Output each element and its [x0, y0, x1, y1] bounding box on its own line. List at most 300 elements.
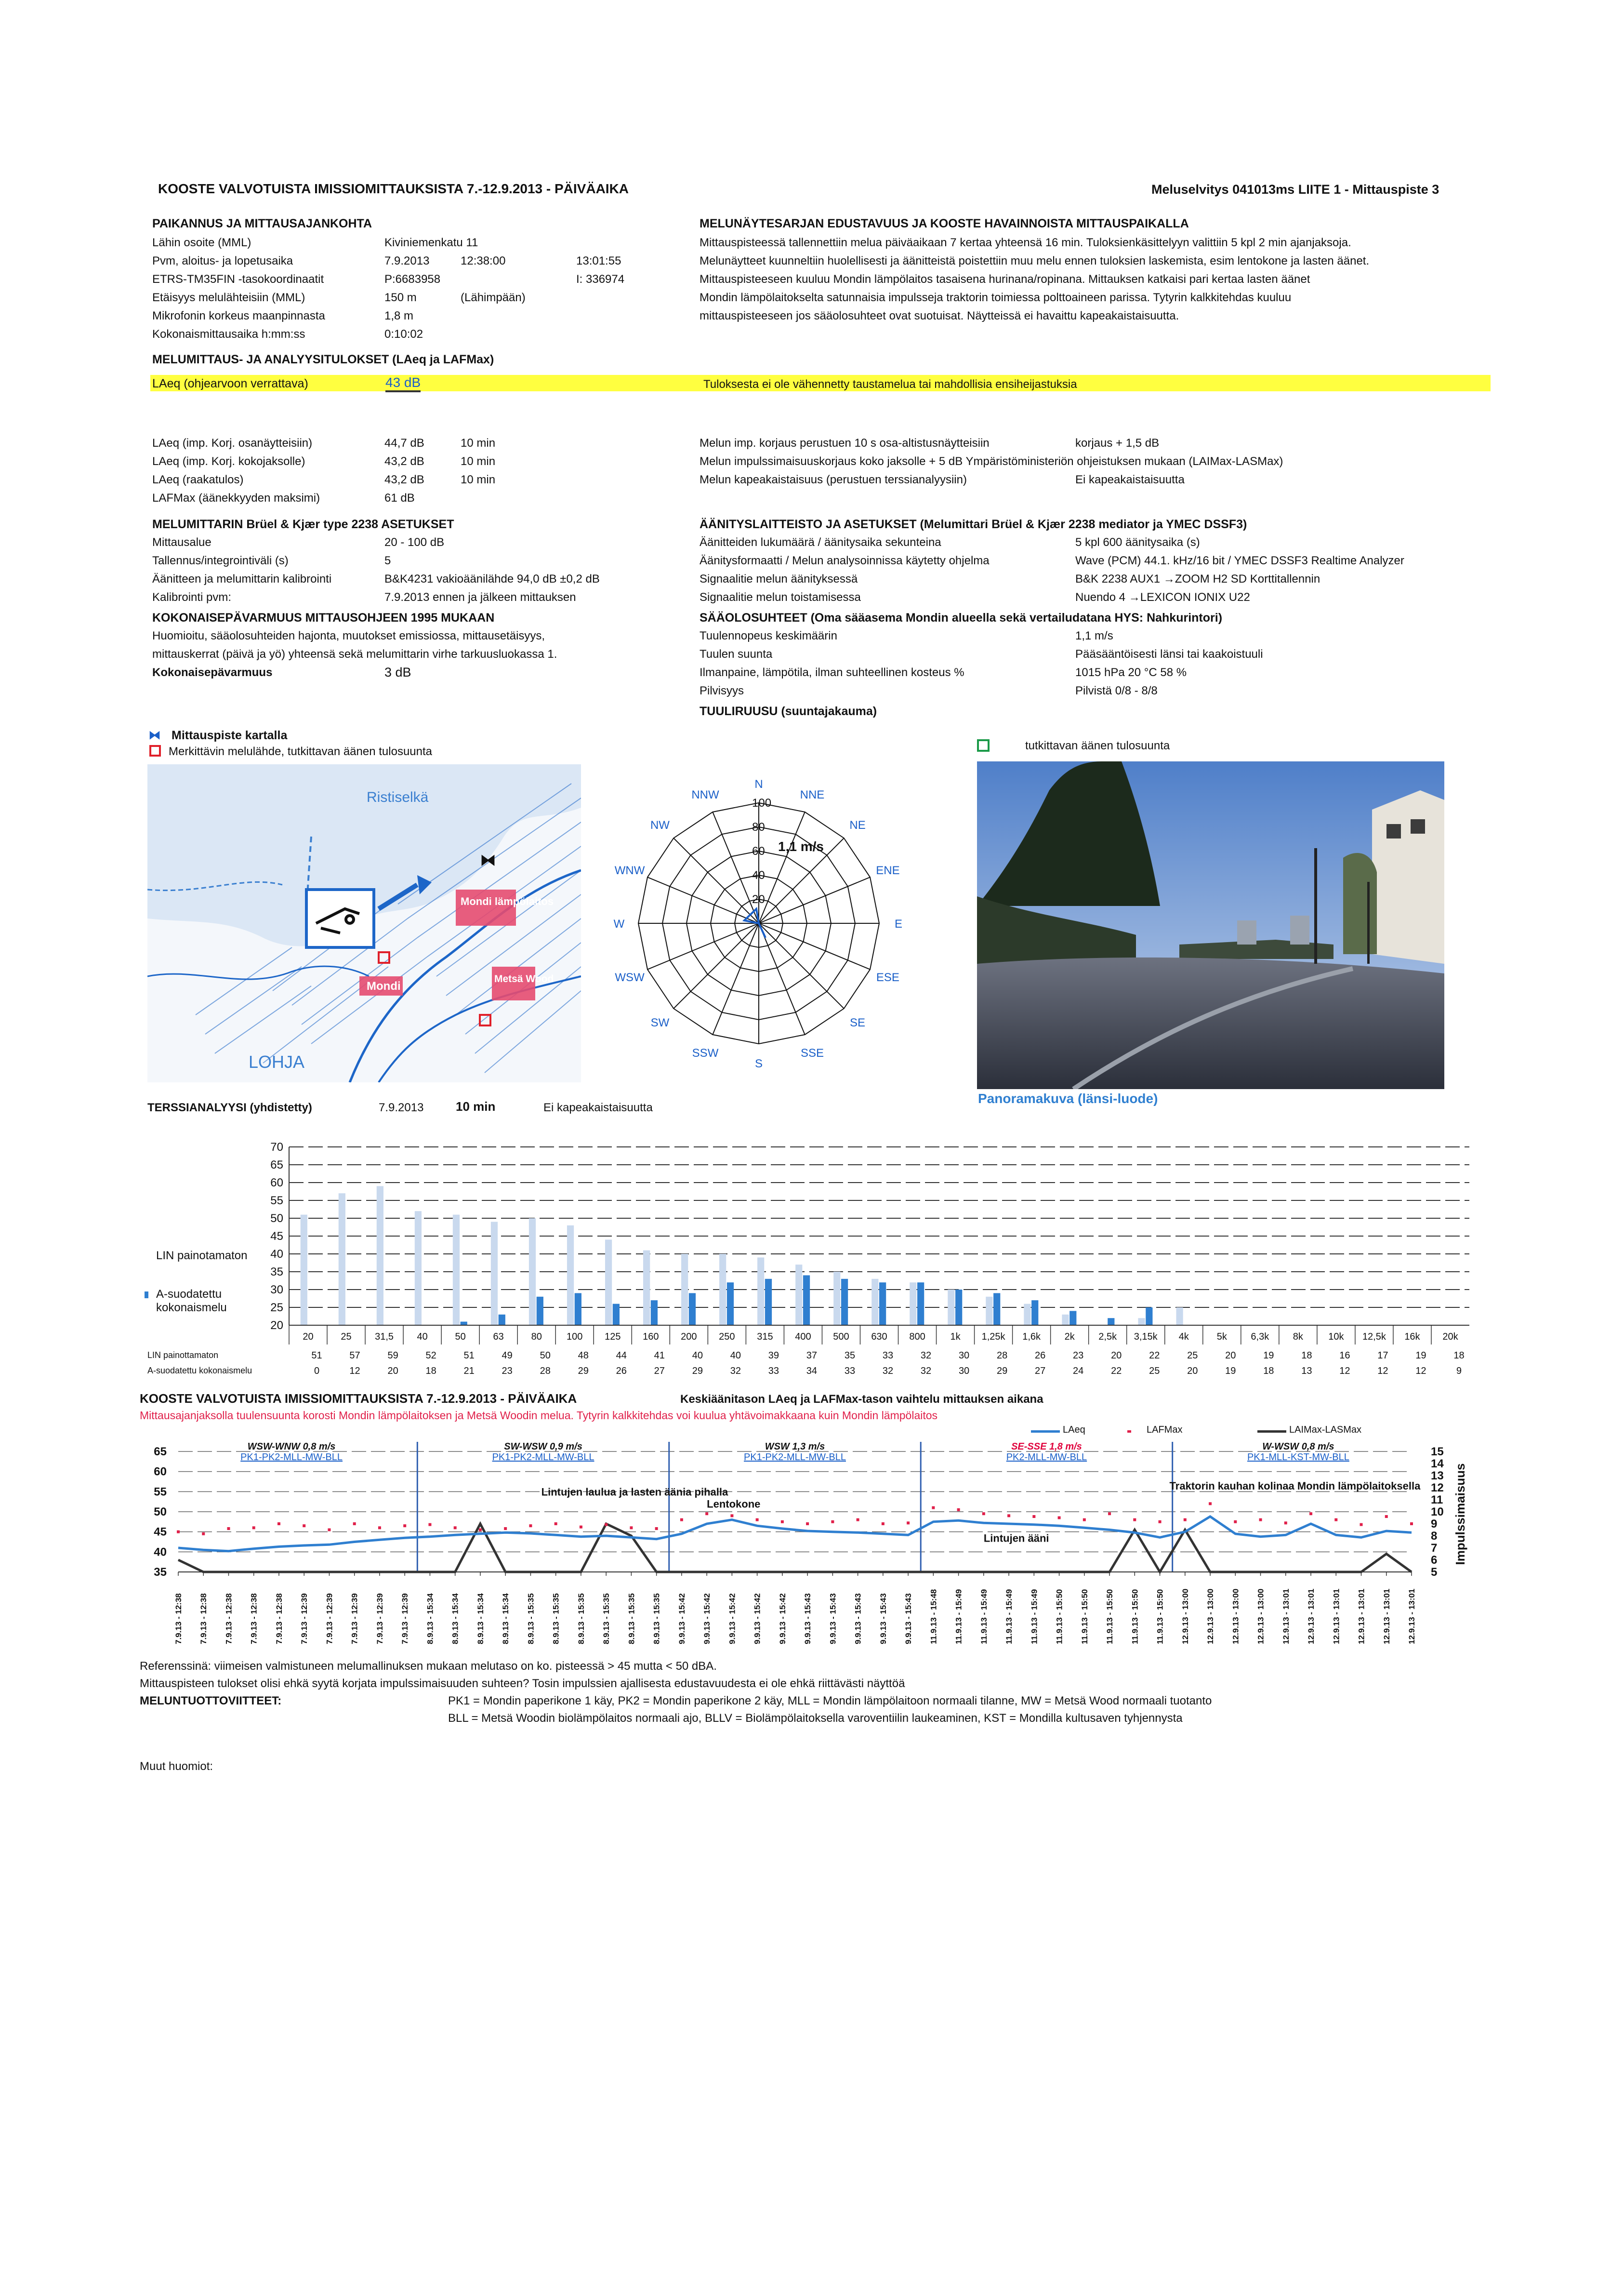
rose-dir-label: N	[754, 778, 763, 791]
a-value-cell: 12	[1377, 1366, 1388, 1376]
measurement-label: LAeq (imp. Korj. kokojaksolle)	[152, 455, 305, 468]
a-value-cell: 12	[1415, 1366, 1426, 1376]
meter-v1: 20 - 100 dB	[384, 536, 445, 549]
a-value-cell: 33	[768, 1366, 779, 1376]
lin-value-cell: 22	[1149, 1350, 1160, 1361]
terssi-bar-lin	[757, 1257, 764, 1325]
time-x-label: 8.9.13 - 15:35	[526, 1593, 536, 1644]
time-y2tick: 7	[1431, 1542, 1438, 1555]
a-value-cell: 33	[844, 1366, 856, 1376]
weather-row	[700, 684, 1490, 703]
lafmax-point	[479, 1529, 482, 1531]
terssi-bar-lin	[643, 1251, 650, 1325]
rose-spoke	[673, 838, 759, 923]
lin-value-cell: 19	[1263, 1350, 1274, 1361]
lafmax-point	[1159, 1520, 1162, 1523]
rose-ring-label: 20	[752, 893, 765, 906]
bowtie-icon: ⧓	[148, 728, 161, 742]
terssi-bar-lin	[1062, 1315, 1069, 1325]
placement-v1: Kiviniemenkatu 11	[384, 236, 478, 249]
segment-sources: PK1-PK2-MLL-MW-BLL	[492, 1452, 594, 1463]
placement-v1: P:6683958	[384, 273, 441, 286]
annotation-lintujen-aani: Lintujen ääni	[983, 1532, 1049, 1544]
measurement-v2: 10 min	[461, 455, 496, 468]
map-label-ristiselka: Ristiselkä	[367, 789, 429, 805]
a-value-cell: 32	[730, 1366, 741, 1376]
measurement-v2: 10 min	[461, 437, 496, 450]
time-ytick: 60	[154, 1465, 167, 1478]
map-header	[147, 726, 581, 764]
measurement-label: LAeq (raakatulos)	[152, 473, 244, 486]
lafmax-point	[932, 1506, 935, 1509]
placement-label: Lähin osoite (MML)	[152, 236, 251, 249]
placement-row	[152, 291, 697, 309]
meter-row	[152, 536, 697, 554]
terssi-bar-lin	[681, 1254, 688, 1325]
terssi-category-label: 4k	[1178, 1331, 1189, 1342]
lin-value-cell: 35	[844, 1350, 856, 1361]
a-value-cell: 30	[958, 1366, 970, 1376]
recording-row	[700, 591, 1490, 609]
placement-row	[152, 328, 697, 346]
time-x-label: 9.9.13 - 15:42	[778, 1593, 787, 1644]
impulse-row	[700, 455, 1490, 473]
measurement-section	[152, 437, 697, 706]
time-ytick: 65	[154, 1445, 167, 1458]
segment-sources: PK1-MLL-KST-MW-BLL	[1247, 1452, 1349, 1463]
recording-v1: B&K 2238 AUX1 →ZOOM H2 SD Korttitallennin	[1075, 572, 1320, 586]
lafmax-point	[202, 1532, 205, 1535]
time-x-label: 12.9.13 - 13:01	[1281, 1588, 1291, 1644]
a-value-cell: 27	[1035, 1366, 1046, 1376]
legend-a-swatch	[145, 1291, 148, 1298]
rose-spoke	[673, 923, 759, 1009]
rose-dir-label: NW	[650, 818, 670, 832]
time-x-label: 11.9.13 - 15:49	[954, 1589, 964, 1644]
repr-line-5: mittauspisteeseen jos sääolosuhteet ovat suotuisat. Näytteissä ei havaittu kapeakaistaisuutta.	[700, 309, 1179, 322]
lin-value-cell: 25	[1187, 1350, 1198, 1361]
rose-dir-label: SE	[850, 1016, 866, 1030]
measurement-label: LAeq (imp. Korj. osanäytteisiin)	[152, 437, 313, 450]
terssi-category-label: 63	[493, 1331, 504, 1342]
time-x-label: 11.9.13 - 15:49	[979, 1589, 989, 1644]
a-value-cell: 9	[1456, 1366, 1462, 1376]
terssi-category-label: 10k	[1328, 1331, 1344, 1342]
terssi-ytick: 50	[270, 1212, 283, 1225]
rose-ring-label: 60	[752, 845, 765, 858]
terssi-category-label: 800	[909, 1331, 925, 1342]
time-x-label: 12.9.13 - 13:00	[1231, 1588, 1241, 1644]
rose-dir-label: S	[754, 1057, 763, 1070]
time-x-label: 7.9.13 - 12:39	[375, 1593, 384, 1644]
question-line: Mittauspisteen tulokset olisi ehkä syytä korjata impulssimaisuuden suhteen? Tosin impulssien ajallisesta edustavuudesta ei ole ehkä riittävästi näyttöä	[140, 1677, 905, 1690]
lin-value-cell: 19	[1415, 1350, 1426, 1361]
measurement-v1: 44,7 dB	[384, 437, 424, 450]
placement-row	[152, 309, 697, 328]
rose-dir-label: W	[613, 918, 625, 931]
rose-dir-label: NNE	[800, 788, 825, 802]
time-y2tick: 11	[1431, 1493, 1443, 1506]
a-value-cell: 29	[692, 1366, 703, 1376]
document-reference: Meluselvitys 041013ms LIITE 1 - Mittauspiste 3	[1151, 182, 1439, 197]
meter-v1: 7.9.2013 ennen ja jälkeen mittauksen	[384, 591, 576, 604]
page-title: KOOSTE VALVOTUISTA IMISSIOMITTAUKSISTA 7.-12.9.2013 - PÄIVÄAIKA	[158, 181, 629, 196]
terssi-bar-lin	[1176, 1307, 1183, 1325]
weather-row	[700, 666, 1490, 684]
time-x-label: 7.9.13 - 12:38	[224, 1593, 234, 1644]
terssi-value-table	[298, 1347, 1483, 1381]
meter-label: Tallennus/integrointiväli (s)	[152, 554, 289, 567]
lin-value-cell: 48	[578, 1350, 589, 1361]
lin-value-cell: 20	[1225, 1350, 1236, 1361]
weather-v1: Pääsääntöisesti länsi tai kaakoistuuli	[1075, 648, 1263, 661]
time-x-label: 8.9.13 - 15:34	[475, 1593, 485, 1644]
terssi-bar-a	[993, 1293, 1000, 1325]
terssi-bar-lin	[415, 1211, 422, 1325]
producers-label: MELUNTUOTTOVIITTEET:	[140, 1694, 282, 1707]
placement-v3: I: 336974	[576, 273, 625, 286]
time-x-label: 12.9.13 - 13:01	[1382, 1588, 1391, 1644]
map-legend: Merkittävin melulähde, tutkittavan äänen tulosuunta	[169, 745, 432, 758]
a-value-cell: 32	[882, 1366, 894, 1376]
weather-v1: 1015 hPa 20 °C 58 %	[1075, 666, 1187, 679]
rose-dir-label: NNW	[691, 788, 719, 802]
lafmax-point	[730, 1514, 733, 1517]
lafmax-point	[1108, 1512, 1111, 1515]
lafmax-point	[630, 1526, 633, 1529]
direction-marker-icon	[977, 739, 990, 752]
terssi-bar-lin	[986, 1297, 992, 1325]
time-x-label: 7.9.13 - 12:38	[174, 1593, 183, 1644]
lafmax-point	[504, 1527, 507, 1530]
terssi-bar-a	[803, 1275, 810, 1325]
time-x-label: 8.9.13 - 15:35	[551, 1593, 561, 1644]
placement-row	[152, 273, 697, 291]
uncertainty-line-2: mittauskerrat (päivä ja yö) yhteensä sekä melumittarin virhe tarkuusluokassa 1.	[152, 648, 557, 661]
legend-laeq: LAeq	[1063, 1424, 1085, 1435]
a-value-cell: 0	[314, 1366, 320, 1376]
wind-rose	[600, 759, 918, 1087]
a-value-cell: 19	[1225, 1366, 1236, 1376]
annotation-traktori: Traktorin kauhan kolinaa Mondin lämpölaitoksella	[1169, 1480, 1421, 1492]
legend-lai: LAIMax-LASMax	[1289, 1424, 1362, 1435]
time-ytick: 50	[154, 1505, 167, 1518]
lafmax-point	[403, 1524, 406, 1527]
time-x-label: 7.9.13 - 12:38	[274, 1593, 284, 1644]
lafmax-point	[303, 1524, 305, 1527]
time-x-label: 12.9.13 - 13:01	[1407, 1588, 1416, 1644]
time-x-label: 8.9.13 - 15:35	[627, 1593, 636, 1644]
photo-caption: Panoramakuva (länsi-luode)	[978, 1091, 1158, 1106]
recording-row	[700, 536, 1490, 554]
lafmax-point	[1209, 1502, 1212, 1505]
lin-value-cell: 18	[1301, 1350, 1312, 1361]
time-ytick: 55	[154, 1485, 167, 1499]
time-x-label: 11.9.13 - 15:50	[1155, 1589, 1165, 1644]
terssi-note: Ei kapeakaistaisuutta	[543, 1101, 653, 1114]
time-x-label: 11.9.13 - 15:50	[1130, 1589, 1140, 1644]
meter-row	[152, 572, 697, 591]
bottom-subtitle: Keskiäänitason LAeq ja LAFMax-tason vaihtelu mittauksen aikana	[680, 1393, 1043, 1406]
lin-value-cell: 17	[1377, 1350, 1388, 1361]
legend-lafmax-swatch	[1127, 1430, 1131, 1433]
terssi-bar-lin	[1138, 1318, 1145, 1325]
placement-label: Kokonaismittausaika h:mm:ss	[152, 328, 305, 341]
meter-label: Äänitteen ja melumittarin kalibrointi	[152, 572, 332, 586]
terssi-bar-lin	[605, 1239, 612, 1325]
weather-v1: 1,1 m/s	[1075, 629, 1113, 642]
legend-lafmax: LAFMax	[1147, 1424, 1183, 1435]
lafmax-point	[1133, 1518, 1136, 1521]
lin-value-cell: 51	[463, 1350, 475, 1361]
a-value-cell: 32	[920, 1366, 932, 1376]
a-value-cell: 20	[1187, 1366, 1198, 1376]
lin-value-cell: 32	[920, 1350, 932, 1361]
a-value-cell: 29	[578, 1366, 589, 1376]
recording-label: Äänitteiden lukumäärä / äänitysaika sekunteina	[700, 536, 941, 549]
time-x-label: 7.9.13 - 12:38	[199, 1593, 209, 1644]
terssi-category-label: 40	[417, 1331, 428, 1342]
a-value-cell: 18	[1263, 1366, 1274, 1376]
a-value-cell: 13	[1301, 1366, 1312, 1376]
time-ytick: 40	[154, 1545, 167, 1559]
lin-value-cell: 23	[1073, 1350, 1084, 1361]
recording-section	[700, 437, 1490, 716]
lin-value-cell: 57	[349, 1350, 360, 1361]
annotation-lentokone: Lentokone	[707, 1498, 761, 1510]
legend-lin-label: LIN painotamaton	[156, 1249, 248, 1262]
measurement-row	[152, 492, 697, 510]
placement-v1: 7.9.2013	[384, 254, 430, 267]
rose-dir-label: E	[894, 918, 903, 931]
time-x-label: 8.9.13 - 15:34	[501, 1593, 511, 1644]
terssi-category-label: 80	[531, 1331, 542, 1342]
reference-line: Referenssinä: viimeisen valmistuneen melumallinuksen mukaan melutaso on ko. pisteessä > 45 mutta < 50 dBA.	[140, 1660, 717, 1673]
impulse-label: Melun imp. korjaus perustuen 10 s osa-altistusnäytteisiin	[700, 437, 990, 450]
weather-label: Tuulen suunta	[700, 648, 773, 661]
terssi-category-label: 20	[303, 1331, 314, 1342]
placement-label: Etäisyys melulähteisiin (MML)	[152, 291, 305, 304]
terssi-bar-a	[537, 1297, 543, 1325]
map-label-mondi: Mondi	[367, 980, 401, 993]
recording-v1: Wave (PCM) 44.1. kHz/16 bit / YMEC DSSF3 Realtime Analyzer	[1075, 554, 1404, 567]
time-x-label: 9.9.13 - 15:42	[753, 1593, 762, 1644]
time-x-label: 9.9.13 - 15:43	[803, 1593, 813, 1644]
impulse-v1: korjaus + 1,5 dB	[1075, 437, 1160, 450]
weather-v1: Pilvistä 0/8 - 8/8	[1075, 684, 1158, 697]
terssi-category-label: 8k	[1293, 1331, 1303, 1342]
producers-line-2: BLL = Metsä Woodin biolämpölaitos normaali ajo, BLLV = Biolämpölaitoksella varoventiilin laukeaminen, KST = Mondilla kultusaven tyhjennysta	[448, 1712, 1183, 1725]
rose-dir-label: SSE	[800, 1046, 824, 1060]
recording-v1: Nuendo 4 →LEXICON IONIX U22	[1075, 591, 1250, 604]
time-x-label: 11.9.13 - 15:50	[1055, 1589, 1064, 1644]
terssi-ytick: 45	[270, 1230, 283, 1243]
terssi-category-label: 160	[643, 1331, 659, 1342]
time-x-label: 11.9.13 - 15:50	[1080, 1589, 1089, 1644]
source-marker-icon	[149, 745, 161, 757]
time-x-label: 11.9.13 - 15:49	[1030, 1589, 1039, 1644]
recording-heading: ÄÄNITYSLAITTEISTO JA ASETUKSET (Melumittari Brüel & Kjær 2238 mediator ja YMEC DSSF3)	[700, 518, 1247, 531]
rose-ring-label: 100	[752, 797, 772, 810]
time-x-label: 7.9.13 - 12:38	[249, 1593, 259, 1644]
a-value-cell: 12	[349, 1366, 360, 1376]
lin-value-cell: 52	[425, 1350, 436, 1361]
measurement-row	[152, 437, 697, 455]
lafmax-point	[529, 1524, 532, 1527]
legend-laeq-swatch	[1031, 1430, 1060, 1433]
terssi-bar-a	[727, 1282, 734, 1325]
location-map	[147, 764, 581, 1082]
lafmax-point	[1058, 1517, 1061, 1519]
lafmax-point	[705, 1512, 708, 1515]
placement-row	[152, 236, 697, 254]
lin-value-cell: 51	[311, 1350, 322, 1361]
meter-label: Kalibrointi pvm:	[152, 591, 232, 604]
terssi-bar-lin	[1024, 1304, 1030, 1325]
terssi-bar-a	[955, 1290, 962, 1325]
lin-value-cell: 33	[882, 1350, 894, 1361]
terssi-bar-lin	[529, 1218, 536, 1325]
placement-label: Mikrofonin korkeus maanpinnasta	[152, 309, 325, 322]
placement-v1: 150 m	[384, 291, 417, 304]
results-heading: MELUMITTAUS- JA ANALYYSITULOKSET (LAeq ja LAFMax)	[152, 353, 494, 366]
photo-legend: tutkittavan äänen tulosuunta	[1025, 739, 1170, 752]
lafmax-point	[605, 1523, 607, 1526]
terssi-category-label: 315	[757, 1331, 773, 1342]
terssi-ytick: 35	[270, 1265, 283, 1278]
a-value-cell: 12	[1339, 1366, 1350, 1376]
right-axis-label: Impulssimaisuus	[1453, 1463, 1467, 1565]
terssi-category-label: 630	[871, 1331, 887, 1342]
total-uncertainty-label: Kokonaisepävarmuus	[152, 666, 273, 679]
lafmax-point	[1184, 1518, 1187, 1521]
time-x-label: 9.9.13 - 15:43	[853, 1593, 863, 1644]
terssi-category-label: 400	[795, 1331, 811, 1342]
placement-label: Pvm, aloitus- ja lopetusaika	[152, 254, 293, 267]
impulse-label: Melun impulssimaisuuskorjaus koko jaksolle + 5 dB Ympäristöministeriön ohjeistuksen mukaan (LAIMax-LASMax)	[700, 455, 1283, 468]
terssi-ytick: 25	[270, 1301, 283, 1314]
segment-sources: PK1-PK2-MLL-MW-BLL	[744, 1452, 846, 1463]
measurement-v2: 10 min	[461, 473, 496, 486]
placement-v1: 1,8 m	[384, 309, 414, 322]
terssi-bar-a	[575, 1293, 581, 1325]
time-x-label: 8.9.13 - 15:35	[652, 1593, 661, 1644]
terssi-category-label: 16k	[1404, 1331, 1420, 1342]
time-y2tick: 9	[1431, 1517, 1438, 1531]
placement-v1: 0:10:02	[384, 328, 423, 341]
repr-line-3: Mittauspisteeseen kuuluu Mondin lämpölaitos tasaisena hurinana/ropinana. Mittauksen katkaisi pari kertaa lasten äänet	[700, 273, 1310, 286]
terssi-bar-a	[1108, 1318, 1114, 1325]
terssi-bar-a	[613, 1304, 620, 1325]
measurement-row	[152, 455, 697, 473]
level-time-chart	[140, 1437, 1489, 1659]
lin-value-cell: 44	[616, 1350, 627, 1361]
a-value-cell: 20	[387, 1366, 398, 1376]
lafmax-point	[454, 1526, 457, 1529]
weather-label: Pilvisyys	[700, 684, 744, 697]
lin-value-cell: 30	[958, 1350, 970, 1361]
segment-wind: SE-SSE 1,8 m/s	[1011, 1441, 1082, 1452]
terssi-category-label: 1,25k	[981, 1331, 1005, 1342]
time-x-label: 12.9.13 - 13:00	[1180, 1588, 1190, 1644]
terssi-date: 7.9.2013	[379, 1101, 424, 1114]
terssi-category-label: 2,5k	[1098, 1331, 1117, 1342]
total-uncertainty-value: 3 dB	[384, 665, 411, 679]
time-x-label: 11.9.13 - 15:49	[1004, 1589, 1014, 1644]
terssi-category-label: 31,5	[375, 1331, 394, 1342]
recording-label: Signaalitie melun äänityksessä	[700, 572, 858, 586]
recording-row	[700, 572, 1490, 591]
lafmax-point	[982, 1512, 985, 1515]
placement-v3: 13:01:55	[576, 254, 621, 267]
lafmax-point	[1007, 1514, 1010, 1517]
terssi-ytick: 30	[270, 1283, 283, 1296]
time-x-label: 7.9.13 - 12:39	[350, 1593, 359, 1644]
placement-label: ETRS-TM35FIN -tasokoordinaatit	[152, 273, 324, 286]
terssi-category-label: 1k	[950, 1331, 961, 1342]
legend-lai-swatch	[1257, 1430, 1286, 1433]
series-laeq	[178, 1517, 1412, 1551]
terssi-duration: 10 min	[456, 1099, 496, 1114]
bottom-red-note: Mittausajanjaksolla tuulensuunta korosti Mondin lämpölaitoksen ja Metsä Woodin melua. Tytyrin kalkkitehdas voi kuulua yhtävoimakkaana kuin Mondin lämpölaitos	[140, 1409, 938, 1422]
lafmax-point	[353, 1522, 356, 1525]
terssi-bar-a	[1031, 1300, 1038, 1325]
photo-header	[977, 736, 1314, 756]
lin-value-cell: 39	[768, 1350, 779, 1361]
placement-row	[152, 254, 697, 273]
meter-heading: MELUMITTARIN Brüel & Kjær type 2238 ASETUKSET	[152, 518, 454, 531]
lin-value-cell: 18	[1453, 1350, 1465, 1361]
terssi-bar-lin	[795, 1264, 802, 1325]
time-x-label: 9.9.13 - 15:42	[727, 1593, 737, 1644]
weather-heading: SÄÄOLOSUHTEET (Oma sääasema Mondin alueella sekä vertailudatana HYS: Nahkurintori)	[700, 611, 1223, 625]
time-x-label: 12.9.13 - 13:01	[1357, 1588, 1366, 1644]
terssi-bar-lin	[339, 1193, 345, 1325]
terssi-category-label: 125	[605, 1331, 621, 1342]
lafmax-point	[655, 1527, 658, 1530]
meter-row	[152, 554, 697, 572]
terssi-bar-lin	[871, 1279, 878, 1325]
terssi-bar-a	[917, 1282, 924, 1325]
terssi-bar-lin	[910, 1282, 916, 1325]
lafmax-point	[1360, 1523, 1363, 1526]
time-y2tick: 10	[1431, 1505, 1444, 1518]
lin-value-cell: 41	[654, 1350, 665, 1361]
time-x-label: 12.9.13 - 13:01	[1307, 1588, 1316, 1644]
segment-wind: SW-WSW 0,9 m/s	[504, 1441, 582, 1452]
terssi-category-label: 500	[833, 1331, 849, 1342]
time-x-label: 9.9.13 - 15:43	[828, 1593, 838, 1644]
measurement-label: LAFMax (äänekkyyden maksimi)	[152, 492, 320, 505]
weather-label: Tuulennopeus keskimäärin	[700, 629, 837, 642]
time-y2tick: 6	[1431, 1554, 1438, 1567]
time-x-label: 7.9.13 - 12:39	[325, 1593, 334, 1644]
recording-label: Signaalitie melun toistamisessa	[700, 591, 861, 604]
impulse-v1: Ei kapeakaistaisuutta	[1075, 473, 1185, 486]
map-label-metsa: Metsä Wood	[494, 973, 554, 985]
lafmax-point	[1234, 1520, 1237, 1523]
measurement-v1: 61 dB	[384, 492, 415, 505]
lafmax-point	[857, 1518, 859, 1521]
placement-section	[152, 212, 697, 386]
terssi-category-label: 20k	[1442, 1331, 1458, 1342]
a-value-cell: 34	[806, 1366, 818, 1376]
rose-speed-label: 1,1 m/s	[778, 839, 824, 854]
time-x-label: 8.9.13 - 15:35	[602, 1593, 611, 1644]
a-value-cell: 23	[502, 1366, 513, 1376]
a-value-cell: 26	[616, 1366, 627, 1376]
weather-row	[700, 629, 1490, 648]
